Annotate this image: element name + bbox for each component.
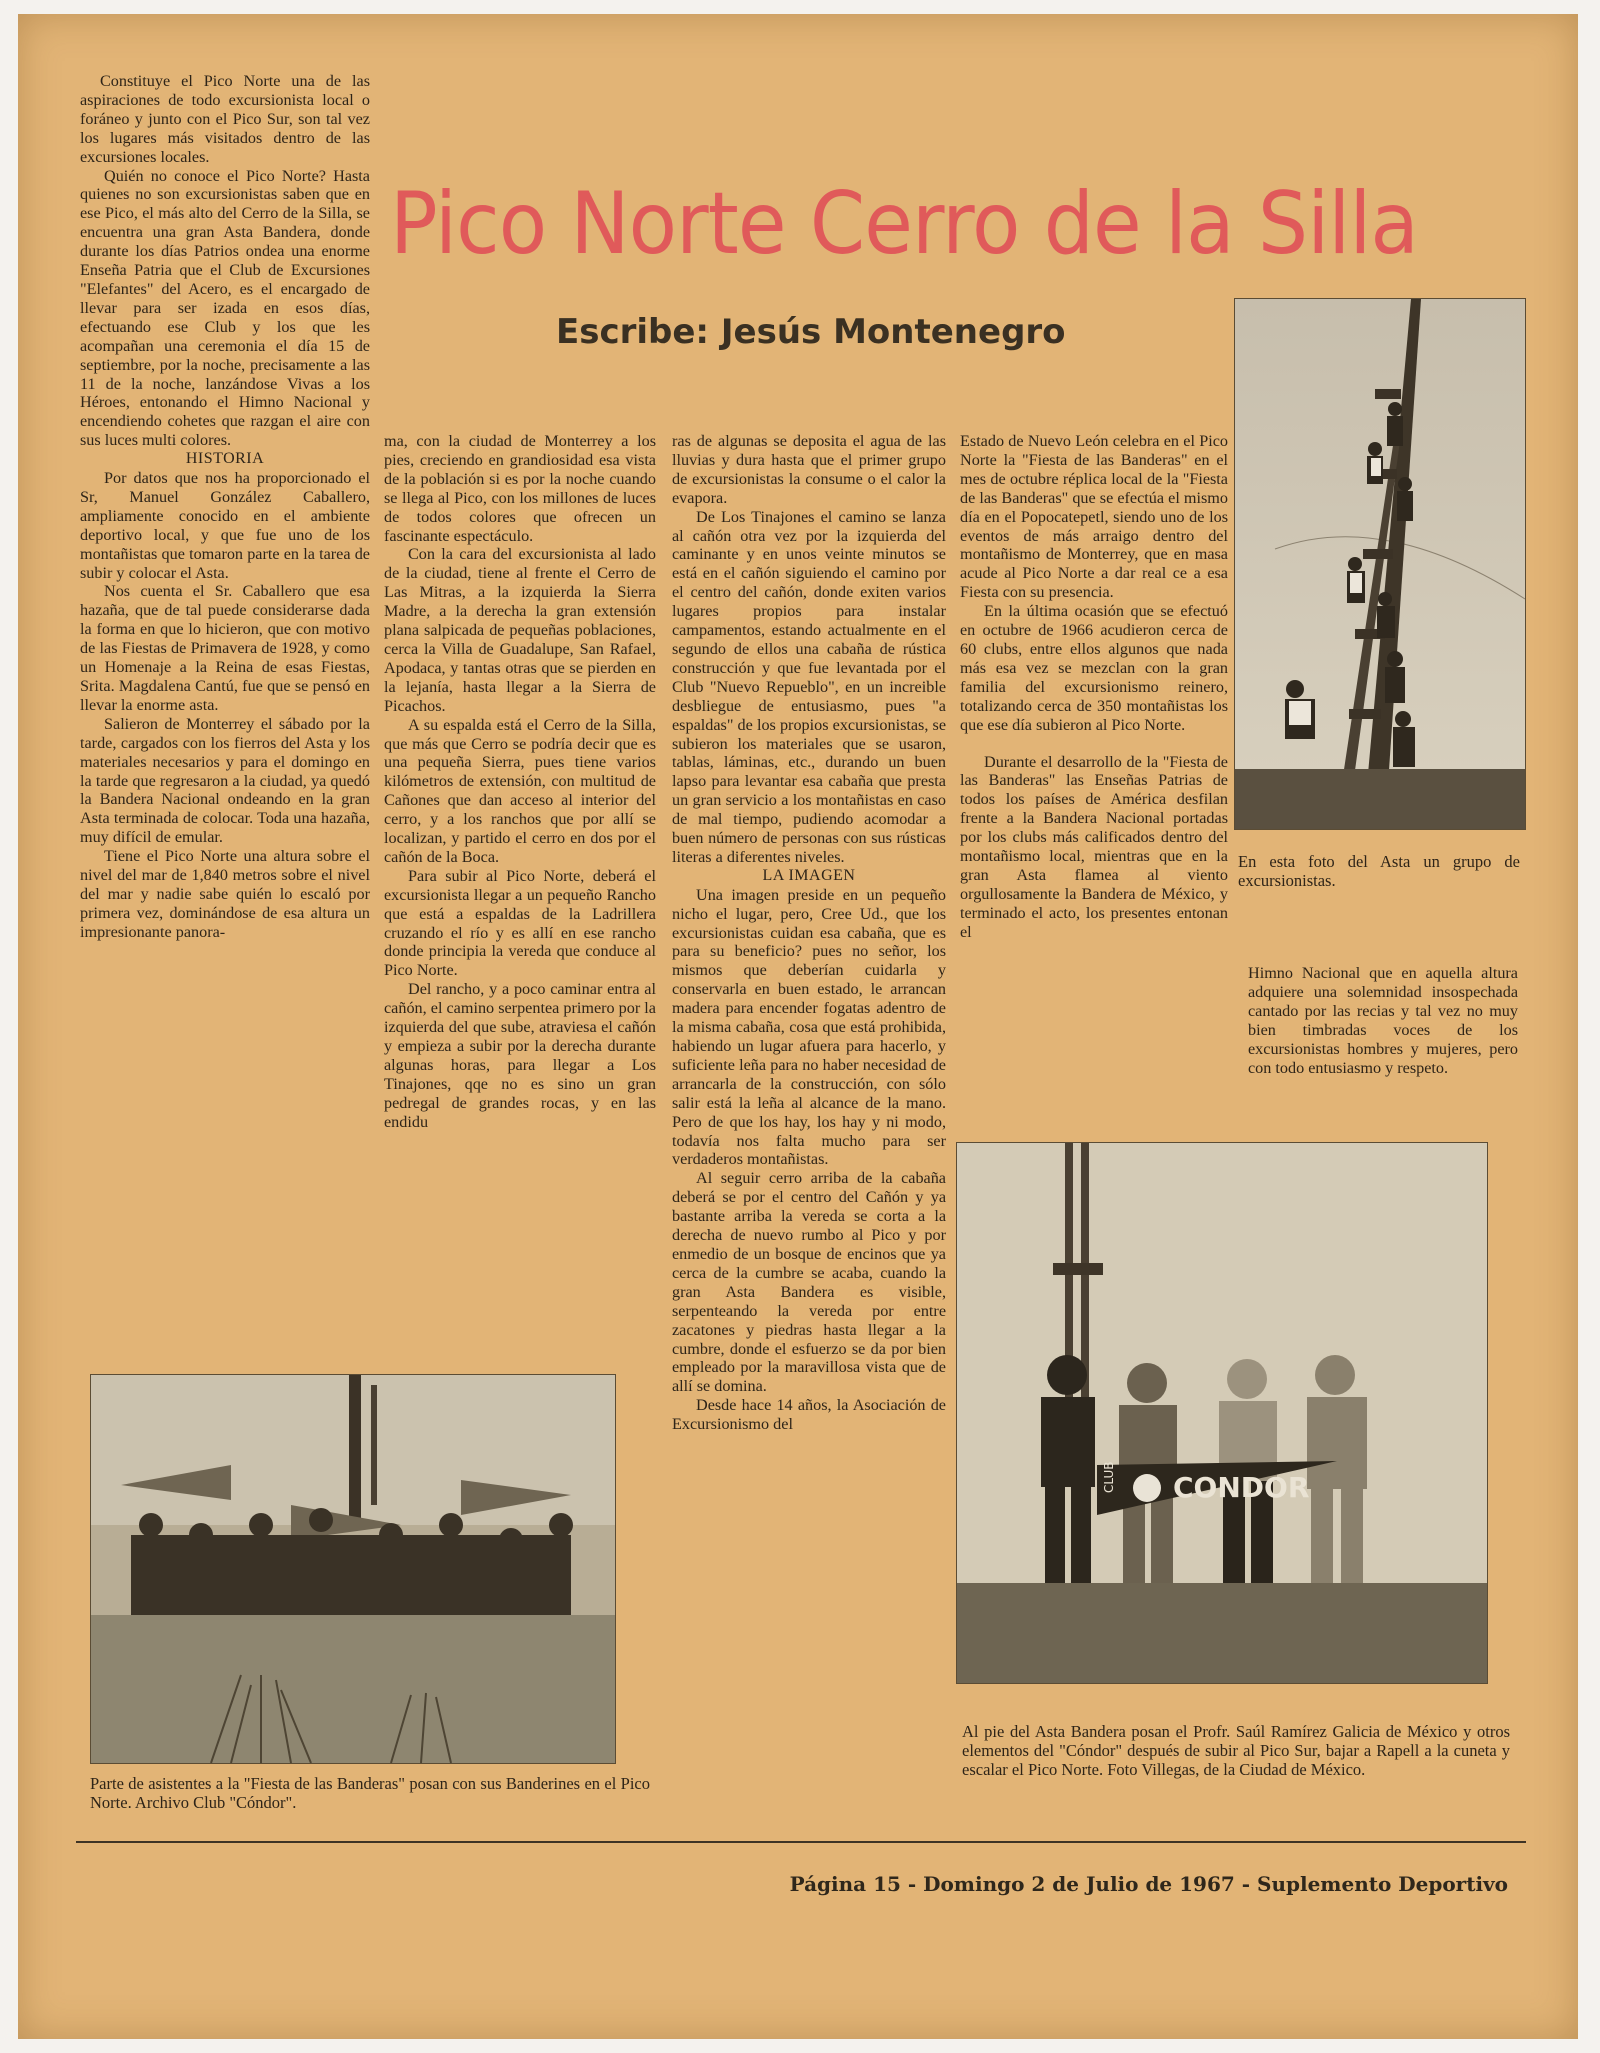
paragraph: Con la cara del excursionista al lado de la ciudad, tiene al frente el Cerro de Las Mitras, a la izquierda la Sierra Madre, a la derecha la gran extensión plana salpicada de pequeñas poblaciones, cerca la Villa de Guadalupe, San Rafael, Apodaca, y tantas otras que se pierden en la lejanía, hasta llegar a la Sierra de Picachos.: [384, 545, 656, 715]
pennant-side-text: CLUB: [1102, 1461, 1116, 1493]
photo-group-pennants: [90, 1374, 616, 1764]
paragraph: De Los Tinajones el camino se lanza al cañón otra vez por la izquierda del caminante y en unos veinte minutos se está en el cañón siguiendo el camino por el centro del cañón, donde exiten varios lugares propios para instalar campamentos, estando actualmente en el segundo de ellos una cabaña de rústica construcción y que fue levantada por el Club "Nuevo Repueblo", en un increible desbliegue de entusiasmo, pues "a espaldas" de los propios excursionistas, se subieron los materiales que se usaron, tablas, láminas, etc., durando un buen lapso para levantar esa cabaña que presta un gran servicio a los montañistas en caso de mal tiempo, pudiendo acomodar a buen número de personas con sus rústicas literas a diferentes niveles.: [672, 507, 946, 866]
paragraph: Himno Nacional que en aquella altura adquiere una solemnidad insospechada cantado por las recias y tal vez no muy bien timbradas voces de los excursionistas hombres y mujeres, pero con todo entusiasmo y respeto.: [1248, 964, 1518, 1077]
paragraph: Al seguir cerro arriba de la cabaña deberá se por el centro del Cañón y ya bastante arriba la vereda se corta a la derecha de nuevo rumbo al Pico y por enmedio de un bosque de encinos que ya cerca de la cumbre se acaba, cuando la gran Asta Bandera es visible, serpenteando la vereda por entre zacatones y piedras hasta llegar a la cumbre, donde el esfuerzo se da por bien empleado por la maravillosa vista que de allí se domina.: [672, 1169, 946, 1396]
newspaper-page: [18, 14, 1578, 2039]
group-photo-graphic: [91, 1375, 615, 1763]
paragraph: Durante el desarrollo de la "Fiesta de las Banderas" las Enseñas Patrias de todos los países de América desfilan frente a la Bandera Nacional portadas por los clubs más calificados dentro del montañismo local, mientras que en la gran Asta flamea al viento orgullosamente la Bandera de México, y terminado el acto, los presentes entonan el: [960, 752, 1228, 941]
pennant-text: CONDOR: [1173, 1471, 1310, 1504]
paragraph: Estado de Nuevo León celebra en el Pico Norte la "Fiesta de las Banderas" en el mes de octubre réplica local de la "Fiesta de las Banderas" que se efectúa el mismo día en el Popocatepetl, siendo uno de los eventos de más arraigo dentro del montañismo de Monterrey, que en masa acude al Pico Norte a dar real ce a esa Fiesta con su presencia.: [960, 432, 1228, 602]
paragraph: Quién no conoce el Pico Norte? Hasta quienes no son excursionistas saben que en ese Pico, el más alto del Cerro de la Silla, se encuentra una gran Asta Bandera, donde durante los días Patrios ondea una enorme Enseña Patria que el Club de Excursiones "Elefantes" del Acero, es el encargado de llevar para ser izada en esos días, efectuando ese Club y los que les acompañan una ceremonia el día 15 de septiembre, por la noche, precisamente a las 11 de la noche, lanzándose Vivas a los Héroes, entonando el Himno Nacional y encendiendo cohetes que razgan el aire con sus luces multi colores.: [80, 166, 370, 450]
paragraph: Para subir al Pico Norte, deberá el excursionista llegar a un pequeño Rancho que está a espaldas de la Ladrillera cruzando el río y es allí en ese rancho donde principia la vereda que conduce al Pico Norte.: [384, 866, 656, 980]
paragraph: Una imagen preside en un pequeño nicho el lugar, pero, Cree Ud., que los excursionistas cuidan esa cabaña, que es para su beneficio? pues no señor, los mismos que deberían cuidarla y conservarla en buen estado, le arrancan madera para encender fogatas adentro de la misma cabaña, cosa que está prohibida, habiendo un lugar afuera para hacerlo, y suficiente leña para no haber necesidad de arrancarla de la construcción, con sólo salir está la leña al alcance de la mano. Pero de que los hay, los hay y ni modo, todavía nos falta mucho para ser verdaderos montañistas.: [672, 885, 946, 1169]
photo-tower-climbers: [1234, 298, 1526, 830]
section-heading: LA IMAGEN: [762, 866, 856, 884]
caption-group: Parte de asistentes a la "Fiesta de las Banderas" posan con sus Banderines en el Pico Norte. Archivo Club "Cóndor".: [90, 1774, 650, 1812]
article-headline: Pico Norte Cerro de la Silla: [390, 174, 1418, 274]
column-5: [1248, 964, 1518, 1077]
caption-condor: Al pie del Asta Bandera posan el Profr. Saúl Ramírez Galicia de México y otros elementos del "Cóndor" después de subir al Pico Sur, bajar a Rapell a la cuneta y escalar el Pico Norte. Foto Villegas, de la Ciudad de México.: [962, 1722, 1510, 1779]
condor-photo-graphic: [957, 1143, 1487, 1683]
caption-tower: En esta foto del Asta un grupo de excursionistas.: [1238, 852, 1520, 890]
paragraph: Salieron de Monterrey el sábado por la tarde, cargados con los fierros del Asta y los materiales necesarios y para el domingo en la tarde que regresaron a la ciudad, ya quedó la Bandera Nacional ondeando en la gran Asta terminada de colocar. Toda una hazaña, muy difícil de emular.: [80, 714, 370, 847]
paragraph: ma, con la ciudad de Monterrey a los pies, creciendo en grandiosidad esa vista de la población si es por la noche cuando se llega al Pico, con los millones de luces de todos colores que ofrecen un fascinante espectáculo.: [384, 432, 656, 545]
paragraph: Constituye el Pico Norte una de las aspiraciones de todo excursionista local o foráneo y junto con el Pico Sur, son tal vez los lugares más visitados dentro de las excursiones locales.: [80, 72, 370, 166]
paragraph: Del rancho, y a poco caminar entra al cañón, el camino serpentea primero por la izquierda del que sube, atraviesa el cañón y empieza a subir por la derecha durante algunas horas, para llegar a Los Tinajones, qqe no es sino un gran pedregal de grandes rocas, y en las endidu: [384, 980, 656, 1131]
tower-photo-graphic: [1235, 299, 1525, 829]
paragraph: En la última ocasión que se efectuó en octubre de 1966 acudieron cerca de 60 clubs, entre ellos algunos que nada más esa vez se mezclan con la gran familia del excursionismo reinero, totalizando cerca de 350 montañistas los que ese día subieron al Pico Norte.: [960, 602, 1228, 734]
column-3: [672, 432, 946, 1434]
paragraph: Por datos que nos ha proporcionado el Sr, Manuel González Caballero, ampliamente conocido en el ambiente deportivo local, y que fue uno de los montañistas que tomaron parte en la tarea de subir y colocar el Asta.: [80, 469, 370, 582]
paragraph: Tiene el Pico Norte una altura sobre el nivel del mar de 1,840 metros sobre el nivel del mar y nadie sabe quién lo escaló por primera vez, dominándose de esa altura un impresionante panora-: [80, 847, 370, 941]
column-1: [80, 72, 370, 942]
page-footer: Página 15 - Domingo 2 de Julio de 1967 - Suplemento Deportivo: [789, 1872, 1508, 1896]
paragraph: Nos cuenta el Sr. Caballero que esa hazaña, que de tal puede considerarse dada la forma en que lo hicieron, que con motivo de las Fiestas de Primavera de 1928, y como un Homenaje a la Reina de esas Fiestas, Srita. Magdalena Cantú, fue que se pensó en llevar la enorme asta.: [80, 582, 370, 714]
paragraph: ras de algunas se deposita el agua de las lluvias y dura hasta que el primer grupo de excursionistas la consume o el calor la evapora.: [672, 432, 946, 507]
paragraph: A su espalda está el Cerro de la Silla, que más que Cerro se podría decir que es una pequeña Sierra, pues tiene varios kilómetros de extensión, con multitud de Cañones que dan acceso al interior del cerro, y a los ranchos que por allí se localizan, y partido el cerro en dos por el cañón de la Boca.: [384, 715, 656, 866]
footer-rule: [76, 1841, 1526, 1843]
section-heading: HISTORIA: [185, 450, 265, 468]
column-4: [960, 432, 1228, 942]
article-byline: Escribe: Jesús Montenegro: [556, 312, 1066, 352]
column-2: [384, 432, 656, 1132]
paragraph: Desde hace 14 años, la Asociación de Excursionismo del: [672, 1396, 946, 1434]
photo-condor-club: [956, 1142, 1488, 1684]
